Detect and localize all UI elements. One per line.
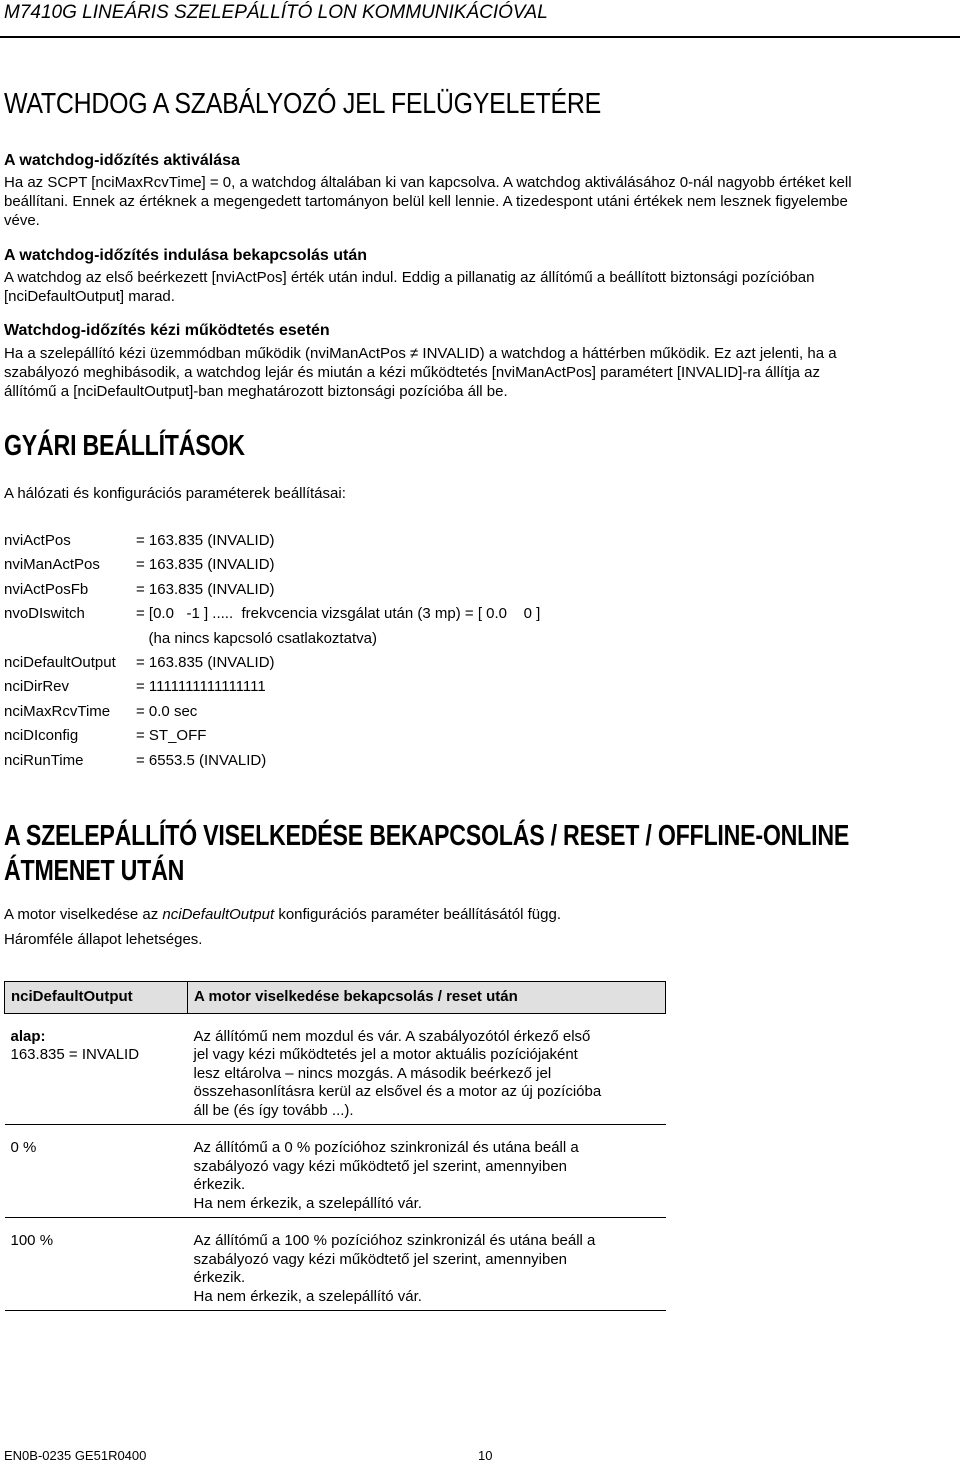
parameter-name: nviManActPos (4, 556, 100, 574)
text-span: INVALID) a watchdog a háttérben működik. Ez azt jelenti, ha a (418, 345, 837, 362)
text-span: konfigurációs paraméter beállításától függ. (274, 906, 561, 923)
text-line: szabályozó meghibásodik, a watchdog lejár és miután a kézi működtetés [nviManActPos] paramétert [INVALID]-ra állítja az (4, 364, 820, 381)
section-title-watchdog: WATCHDOG A SZABÁLYOZÓ JEL FELÜGYELETÉRE (4, 88, 601, 120)
paragraph-startup (4, 268, 956, 306)
cell-label: 0 % (10, 1139, 37, 1156)
parameter-name: nciDefaultOutput (4, 654, 116, 671)
parameter-name: nciDIconfig (4, 727, 79, 745)
parameter-value: = 163.835 (INVALID) (136, 532, 275, 549)
cell-line: érkezik. (193, 1176, 246, 1193)
cell-line: lesz eltárolva – nincs mozgás. A második beérkező jel (193, 1064, 552, 1082)
parameter-value: = 163.835 (INVALID) (136, 580, 275, 598)
cell-line: Ha nem érkezik, a szelepállító vár. (193, 1287, 422, 1305)
text-line (4, 344, 956, 363)
parameter-row (4, 581, 275, 598)
header-rule (0, 36, 960, 38)
subsection-title-activation: A watchdog-időzítés aktiválása (4, 152, 240, 169)
cell-line: áll be (és így tovább ...). (193, 1101, 354, 1119)
not-equal-symbol: ≠ (410, 345, 419, 362)
cell-line: Az állítómű a 0 % pozícióhoz szinkronizál és utána beáll a (193, 1139, 579, 1156)
cell-line: Az állítómű a 100 % pozícióhoz szinkronizál és utána beáll a (193, 1232, 596, 1249)
column-header: A motor viselkedése bekapcsolás / reset után (188, 982, 666, 1014)
cell-value: 163.835 = INVALID (10, 1046, 140, 1063)
cell-line: Ha nem érkezik, a szelepállító vár. (193, 1194, 422, 1212)
parameter-name: nciRunTime (4, 751, 84, 769)
section-title-behavior-line1: A SZELEPÁLLÍTÓ VISELKEDÉSE BEKAPCSOLÁS / RESET / OFFLINE-ONLINE (4, 820, 850, 852)
parameter-row (4, 605, 540, 622)
parameter-value: = [0.0 -1 ] ..... frekvcencia vizsgálat után (3 mp) = [ 0.0 0 ] (136, 605, 541, 623)
footer-page-number: 10 (478, 1448, 493, 1463)
cell-line: összehasonlításra kerül az elsővel és a motor az új pozícióba (193, 1083, 602, 1100)
text-line: Ha az SCPT [nciMaxRcvTime] = 0, a watchdog általában ki van kapcsolva. A watchdog aktiválásához 0-nál nagyobb értéket kell (4, 174, 852, 191)
parameter-row (4, 703, 197, 720)
parameter-row (4, 556, 275, 573)
parameter-name: nviActPos (4, 532, 71, 549)
subsection-title-manual: Watchdog-időzítés kézi működtetés esetén (4, 322, 330, 339)
table-cell (5, 1135, 188, 1218)
parameter-row (4, 654, 275, 671)
text-span: A motor viselkedése az (4, 906, 163, 923)
table-cell (5, 1228, 188, 1311)
parameter-name: nciDirRev (4, 678, 70, 696)
parameter-row (4, 727, 206, 744)
table-row (5, 1024, 666, 1125)
cell-line: jel vagy kézi működtetés jel a motor aktuális pozíciójaként (193, 1046, 578, 1063)
table-row (5, 1135, 666, 1218)
table-cell (5, 1024, 188, 1125)
running-header: M7410G LINEÁRIS SZELEPÁLLÍTÓ LON KOMMUNIKÁCIÓVAL (4, 2, 548, 23)
parameter-name: nciMaxRcvTime (4, 702, 111, 720)
text-line: [nciDefaultOutput] marad. (4, 288, 175, 305)
parameter-value: = 0.0 sec (136, 702, 198, 720)
parameter-value: (ha nincs kapcsoló csatlakoztatva) (136, 629, 377, 647)
parameter-value: = 163.835 (INVALID) (136, 654, 275, 671)
text-line: A watchdog az első beérkezett [nviActPos] érték után indul. Eddig a pillanatig az állítómű a beállított biztonsági pozícióban (4, 269, 815, 286)
table-cell (188, 1024, 666, 1125)
parameter-row (4, 532, 275, 549)
section-title-behavior-line2: ÁTMENET UTÁN (4, 855, 185, 887)
table-cell (188, 1228, 666, 1311)
text-line: állítómű a [nciDefaultOutput]-ban meghatározott biztonsági pozícióba áll be. (4, 383, 508, 400)
cell-line: szabályozó vagy kézi működtető jel szerint, amennyiben (193, 1250, 568, 1268)
footer-document-code: EN0B-0235 GE51R0400 (4, 1448, 147, 1463)
factory-intro: A hálózati és konfigurációs paraméterek beállításai: (4, 485, 346, 502)
table-row (5, 1228, 666, 1311)
paragraph-activation (4, 173, 956, 230)
parameter-value: = 1111111111111111 (136, 678, 266, 696)
parameter-value: = 6553.5 (INVALID) (136, 751, 267, 769)
cell-label: 100 % (10, 1232, 54, 1249)
parameter-value: = 163.835 (INVALID) (136, 556, 275, 574)
text-line: beállítani. Ennek az értéknek a megengedett tartományon belül kell lennie. A tizedespont utáni értékek nem lesznek figyelembe (4, 193, 848, 210)
table-cell (188, 1135, 666, 1218)
cell-label: alap: (10, 1027, 46, 1045)
table-header-row (5, 982, 666, 1014)
cell-line: szabályozó vagy kézi működtető jel szerint, amennyiben (193, 1157, 568, 1175)
parameter-row (4, 630, 377, 647)
parameter-row (4, 752, 266, 769)
subsection-title-startup: A watchdog-időzítés indulása bekapcsolás után (4, 247, 368, 264)
cell-line: Az állítómű nem mozdul és vár. A szabályozótól érkező első (193, 1027, 591, 1045)
table-gap (5, 1218, 666, 1229)
parameter-name: nviActPosFb (4, 580, 89, 598)
text-line: véve. (4, 212, 40, 229)
behavior-intro (4, 906, 561, 923)
text-span: Ha a szelepállító kézi üzemmódban működik (nviManActPos (4, 345, 411, 362)
table-gap (5, 1125, 666, 1136)
parameter-name: nvoDIswitch (4, 605, 85, 623)
column-header: nciDefaultOutput (5, 982, 188, 1014)
parameter-value: = ST_OFF (136, 727, 207, 745)
param-name-italic: nciDefaultOutput (162, 906, 275, 923)
behavior-intro-2: Háromféle állapot lehetséges. (4, 931, 203, 948)
behavior-table (4, 981, 666, 1311)
section-title-factory: GYÁRI BEÁLLÍTÁSOK (4, 430, 245, 462)
paragraph-manual (4, 344, 956, 401)
table-gap (5, 1013, 666, 1024)
cell-line: érkezik. (193, 1269, 246, 1286)
parameter-row (4, 678, 266, 695)
